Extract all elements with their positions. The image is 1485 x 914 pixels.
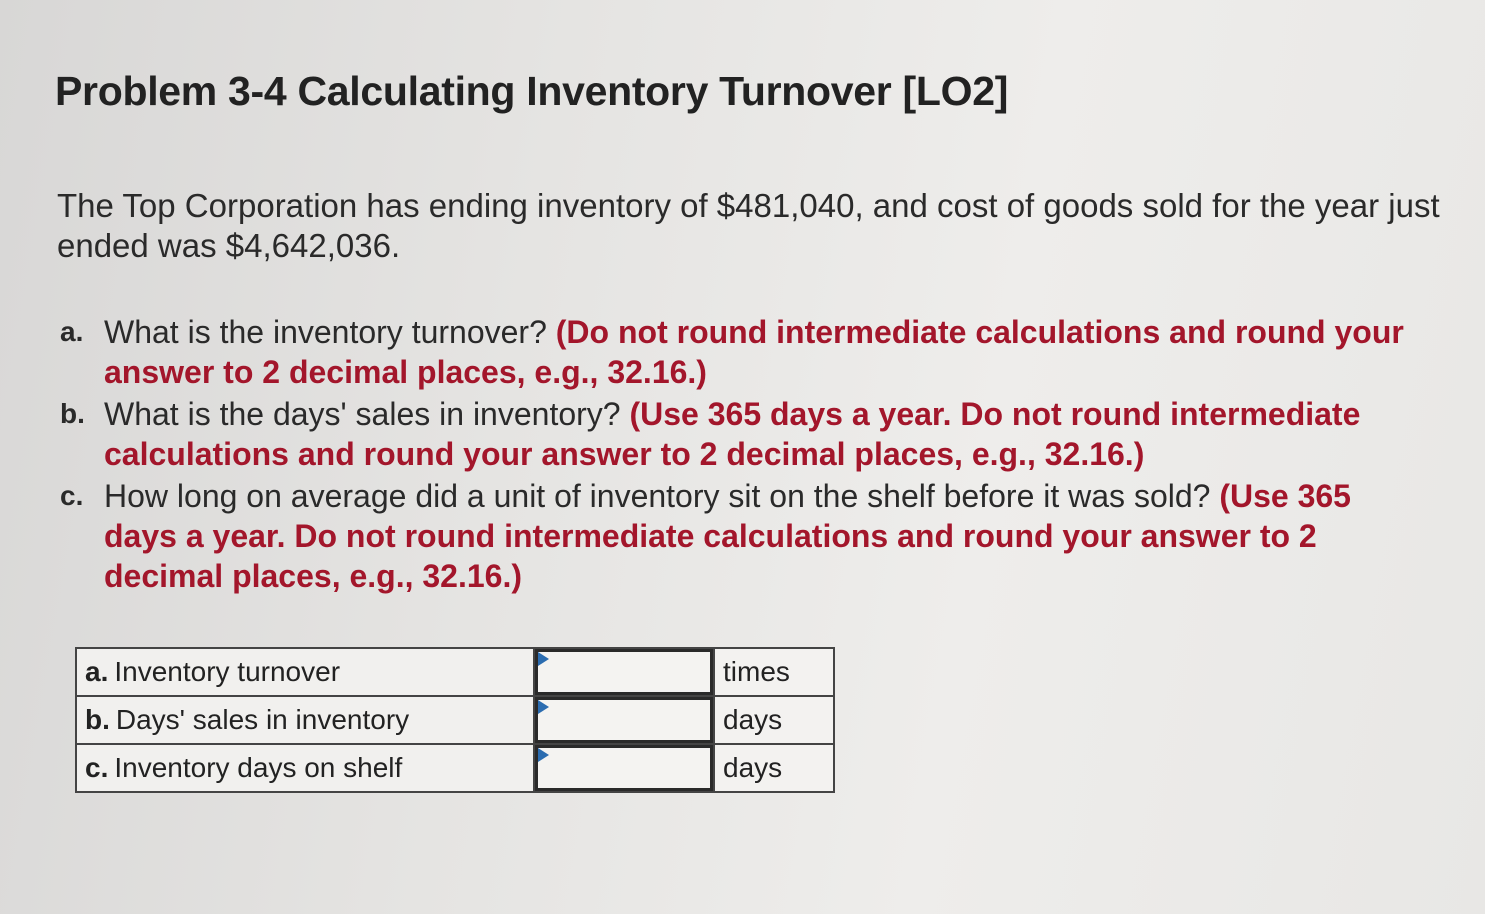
problem-intro: The Top Corporation has ending inventory of $481,040, and cost of goods sold for the year just ended was $4,642,036. [57,187,1440,264]
question-b [60,394,1420,474]
row-label-text: Days' sales in inventory [115,704,410,735]
row-letter: c. [85,752,109,783]
question-c [60,476,1420,596]
row-label [76,648,534,696]
question-instruction: (Use 365 days a year. Do not round intermediate calculations and round your answer to 2 decimal places, e.g., 32.16.) [104,396,1361,472]
question-letter: a. [60,316,84,347]
unit-label: times [714,648,834,696]
question-a [60,312,1420,392]
answer-table [75,647,835,793]
days-sales-input[interactable] [535,697,713,743]
question-list [60,312,1420,598]
question-instruction: (Do not round intermediate calculations and round your answer to 2 decimal places, e.g., 32.16.) [104,314,1404,390]
row-label-text: Inventory days on shelf [114,752,403,783]
unit-label: days [714,696,834,744]
input-marker-icon [538,652,549,666]
answer-cell [534,744,714,792]
inventory-turnover-input[interactable] [535,649,713,695]
row-letter: b. [85,704,110,735]
table-row [76,696,834,744]
table-row [76,648,834,696]
unit-label: days [714,744,834,792]
question-instruction: (Use 365 days a year. Do not round intermediate calculations and round your answer to 2 decimal places, e.g., 32.16.) [104,478,1351,594]
row-label [76,696,534,744]
question-letter: b. [60,398,85,429]
question-text: How long on average did a unit of inventory sit on the shelf before it was sold? [104,478,1211,514]
row-label [76,744,534,792]
answer-cell [534,696,714,744]
input-marker-icon [538,700,549,714]
question-text: What is the inventory turnover? [104,314,547,350]
input-marker-icon [538,748,549,762]
days-on-shelf-input[interactable] [535,745,713,791]
table-row [76,744,834,792]
problem-title: Problem 3-4 Calculating Inventory Turnover [LO2] [55,68,1009,114]
row-letter: a. [85,656,109,687]
row-label-text: Inventory turnover [114,656,341,687]
answer-cell [534,648,714,696]
question-text: What is the days' sales in inventory? [104,396,621,432]
question-letter: c. [60,480,84,511]
